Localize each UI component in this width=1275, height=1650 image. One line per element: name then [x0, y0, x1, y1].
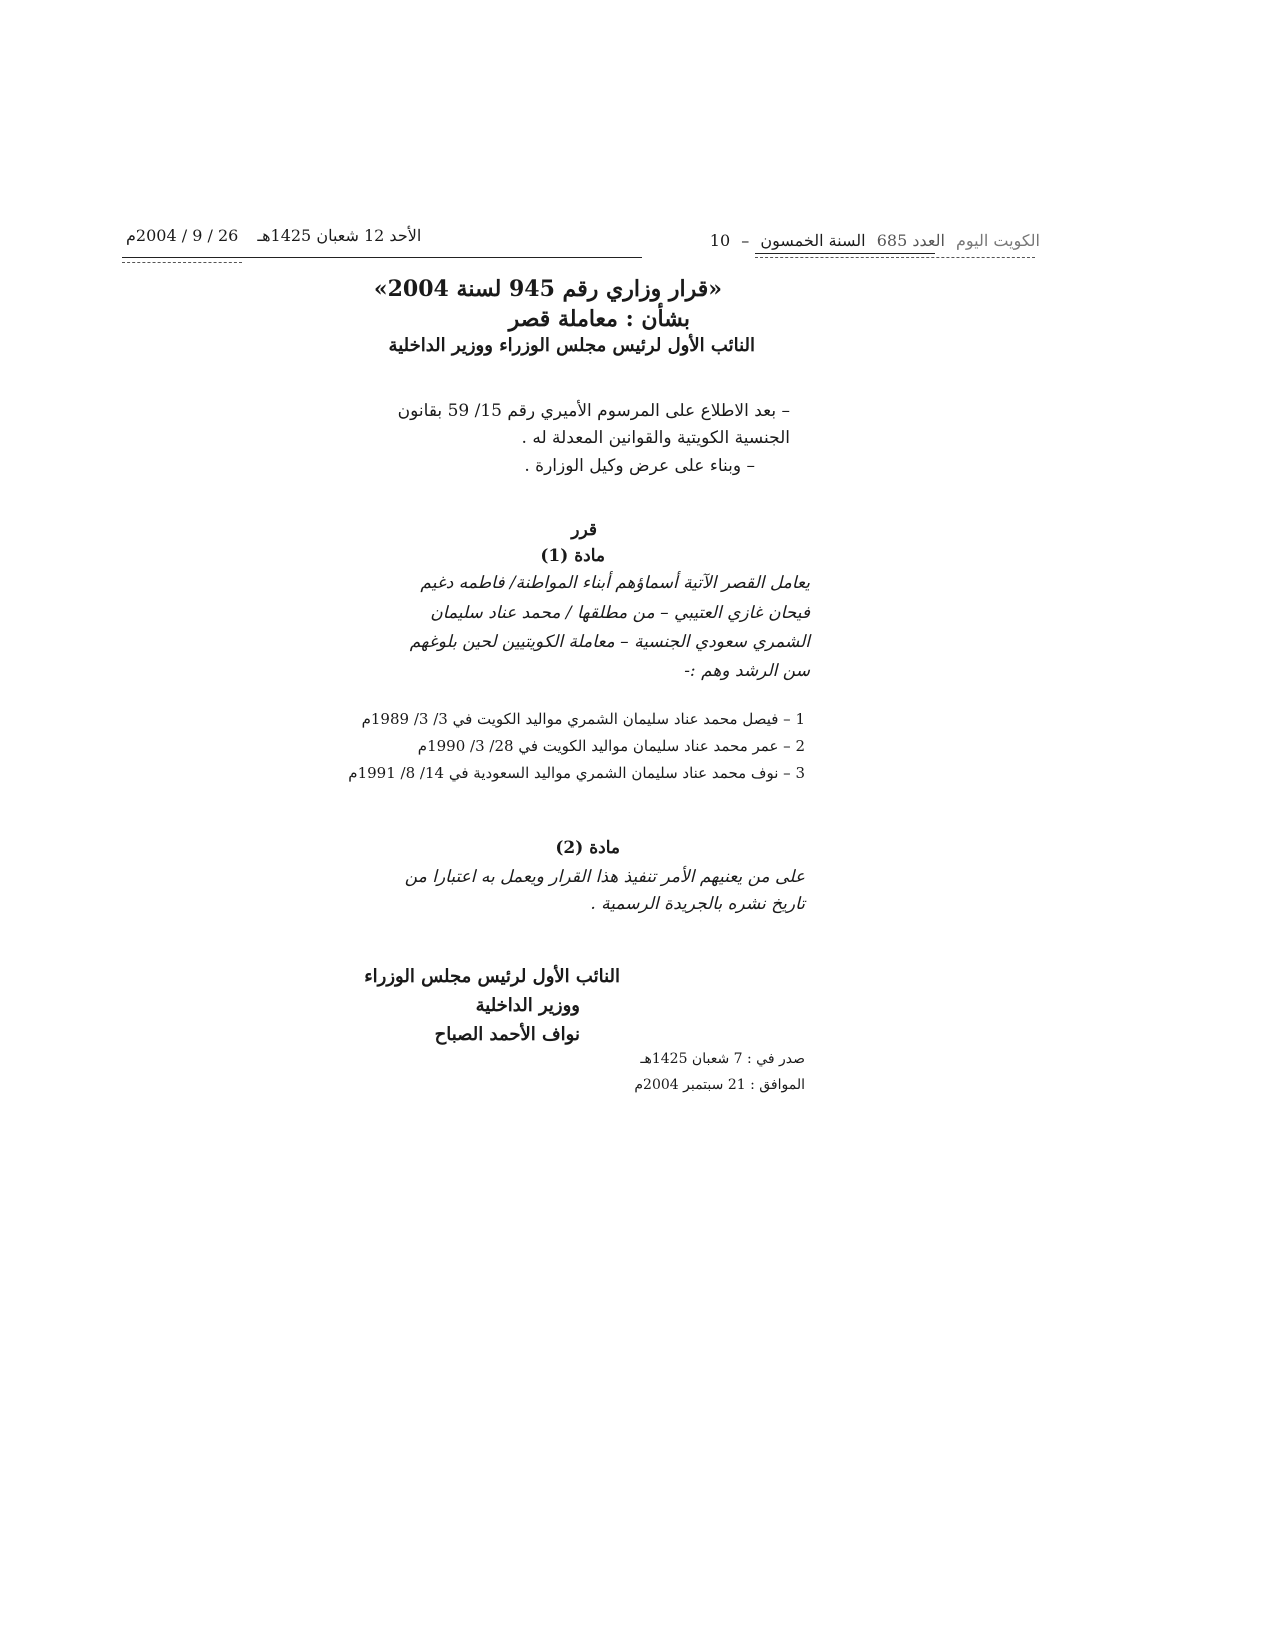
list-item-2: 2 – عمر محمد عناد سليمان مواليد الكويت في 28/ 3/ 1990م [417, 737, 805, 755]
resolved-heading: قرر [571, 520, 597, 540]
signature-line-2: ووزير الداخلية [475, 995, 580, 1016]
article-1-line-3: الشمري سعودي الجنسية – معاملة الكويتيين لحين بلوغهم [409, 632, 810, 652]
article-2-heading: مادة (2) [555, 838, 620, 858]
header-page-number: 10 [709, 231, 731, 250]
header-publication: الكويت اليوم [956, 231, 1040, 250]
article-1-line-2: فيحان غازي العتيبي – من مطلقها / محمد عناد سليمان [430, 603, 810, 623]
header-rule-left [122, 257, 642, 258]
header-rule-right-dash [755, 257, 1035, 258]
header-publication-info: الكويت اليوم العدد 685 السنة الخمسون – 10 [709, 231, 1040, 250]
decree-subject: بشأن : معاملة قصر [508, 306, 690, 332]
issued-hijri: صدر في : 7 شعبان 1425هـ [640, 1051, 805, 1067]
list-item-3: 3 – نوف محمد عناد سليمان الشمري مواليد السعودية في 14/ 8/ 1991م [348, 764, 805, 782]
header-date-info [126, 226, 421, 245]
header-day-hijri: الأحد 12 شعبان 1425هـ [257, 226, 422, 245]
article-1-line-4: سن الرشد وهم :- [684, 661, 810, 681]
header-issue: العدد 685 [876, 231, 945, 250]
header-rule-left-dash [122, 262, 242, 263]
article-1-heading: مادة (1) [540, 546, 605, 566]
list-item-1: 1 – فيصل محمد عناد سليمان الشمري مواليد الكويت في 3/ 3/ 1989م [361, 710, 805, 728]
preamble-line-3: – وبناء على عرض وكيل الوزارة . [524, 456, 755, 476]
decree-issuer: النائب الأول لرئيس مجلس الوزراء ووزير الداخلية [388, 335, 755, 356]
issued-gregorian: الموافق : 21 سبتمبر 2004م [634, 1077, 805, 1093]
signature-line-1: النائب الأول لرئيس مجلس الوزراء [364, 966, 620, 987]
preamble-line-2: الجنسية الكويتية والقوانين المعدلة له . [521, 428, 790, 448]
header-year: السنة الخمسون [760, 231, 866, 250]
article-1-line-1: يعامل القصر الآتية أسماؤهم أبناء المواطنة/ فاطمه دغيم [420, 573, 810, 593]
signature-name: نواف الأحمد الصباح [434, 1024, 580, 1045]
article-2-line-1: على من يعنيهم الأمر تنفيذ هذا القرار ويعمل به اعتبارا من [404, 867, 805, 887]
decree-title: «قرار وزاري رقم 945 لسنة 2004» [373, 276, 722, 302]
header-date-gregorian: 26 / 9 / 2004م [126, 226, 239, 245]
article-2-line-2: تاريخ نشره بالجريدة الرسمية . [590, 894, 805, 914]
preamble-line-1: – بعد الاطلاع على المرسوم الأميري رقم 15/ 59 بقانون [397, 401, 790, 421]
header-rule-right [755, 253, 935, 254]
